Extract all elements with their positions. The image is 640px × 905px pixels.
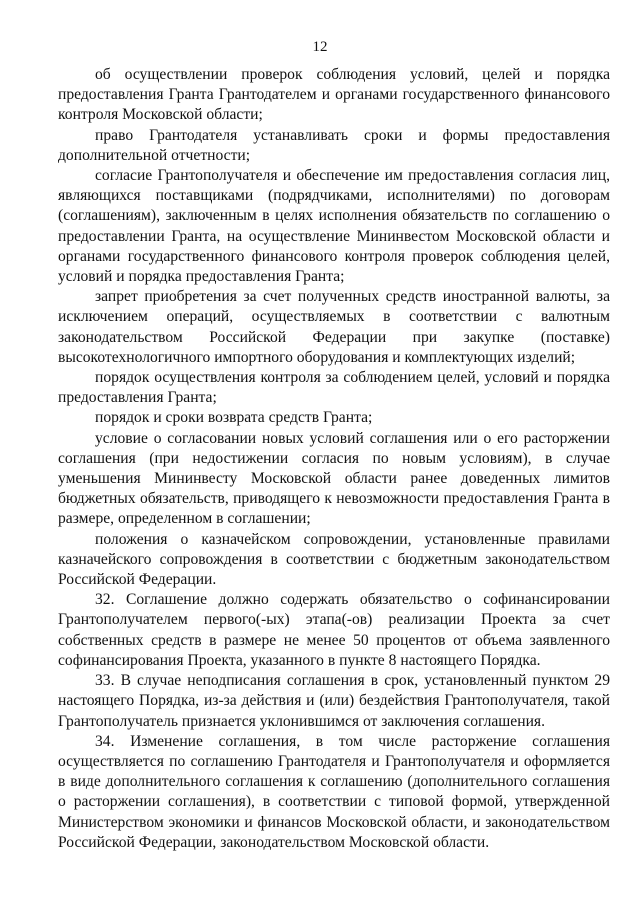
list-item-reporting-right: право Грантодателя устанавливать сроки и формы предоставления дополнительной отчетности; — [58, 126, 610, 164]
list-item-currency-ban: запрет приобретения за счет полученных средств иностранной валюты, за исключением операций, осуществляемых в соответствии с валютным законодательством Российской Федерации при закупке (поставке) высокотехнологичного импортного оборудования и комплектующих изделий; — [58, 288, 610, 366]
list-item-supplier-consent: согласие Грантополучателя и обеспечение им предоставления согласия лиц, являющихся поставщиками (подрядчиками, исполнителями) по договорам (соглашениям), заключенным в целях исполнения обязательств по соглашению о предоставлении Гранта, на осуществление Мининвестом Московской области и органами государственного финансового контроля проверок соблюдения целей, условий и порядка предоставления Гранта; — [58, 167, 610, 286]
clause-33: 33. В случае неподписания соглашения в срок, установленный пунктом 29 настоящего Порядка, из-за действия и (или) бездействия Грантополучателя, такой Грантополучатель признается уклонившимся от заключения соглашения. — [58, 672, 610, 730]
clause-34: 34. Изменение соглашения, в том числе расторжение соглашения осуществляется по соглашению Грантодателя и Грантополучателя и оформляется в виде дополнительного соглашения к соглашению (дополнительного соглашения о расторжении соглашения), в соответствии с типовой формой, утвержденной Министерством экономики и финансов Московской области, и законодательством Российской Федерации, законодательством Московской области. — [58, 732, 610, 851]
clause-32: 32. Соглашение должно содержать обязательство о софинансировании Грантополучателем первого(-ых) этапа(-ов) реализации Проекта за счет собственных средств в размере не менее 50 процентов от объема заявленного софинансирования Проекта, указанного в пункте 8 настоящего Порядка. — [58, 591, 610, 669]
list-item-new-terms-condition: условие о согласовании новых условий соглашения или о его расторжении соглашения (при недостижении согласия по новым условиям), в случае уменьшения Мининвесту Московской области ранее доведенных лимитов бюджетных обязательств, приводящего к невозможности предоставления Гранта в размере, определенном в соглашении; — [58, 429, 610, 528]
list-item-verification-consent: об осуществлении проверок соблюдения условий, целей и порядка предоставления Гранта Грантодателем и органами государственного финансового контроля Московской области; — [58, 66, 610, 124]
page-number: 12 — [312, 39, 328, 55]
list-item-treasury-support: положения о казначейском сопровождении, установленные правилами казначейского сопровождения в соответствии с бюджетным законодательством Российской Федерации. — [58, 530, 610, 589]
list-item-control-procedure: порядок осуществления контроля за соблюдением целей, условий и порядка предоставления Гранта; — [58, 369, 610, 407]
list-item-refund-procedure: порядок и сроки возврата средств Гранта; — [95, 409, 373, 427]
document-body — [58, 65, 610, 853]
